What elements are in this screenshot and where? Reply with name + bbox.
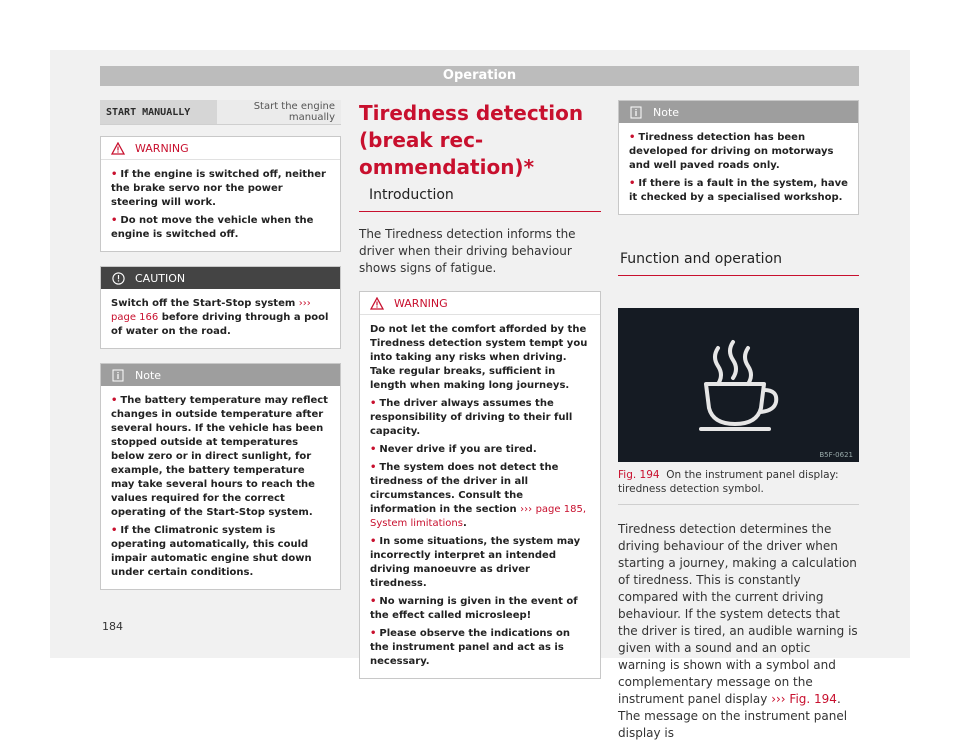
list-item-text: The system does not detect the tiredness of the driver in all circumstances. Consult the information in the section xyxy=(370,462,559,515)
page-link[interactable]: page 166 xyxy=(111,312,159,323)
page-link[interactable]: page 185, System limitations xyxy=(370,504,586,529)
intro-text: The Tiredness detection informs the driver when their driving behaviour shows signs of fatigue. xyxy=(359,227,576,275)
warning-triangle-icon xyxy=(370,296,384,310)
link-arrow-icon: ››› xyxy=(771,692,786,706)
page-number: 184 xyxy=(102,620,123,633)
warning-box xyxy=(100,136,341,252)
page-header: Operation xyxy=(100,66,859,86)
function-text-end: . The message on the instrument panel display is xyxy=(618,692,848,740)
link-arrow-icon: ››› xyxy=(298,298,311,309)
table-value: Start the engine manually xyxy=(217,100,341,124)
list-item-text: If the Climatronic system is operating automatically, this could impair automatic engine shut down under certain conditions. xyxy=(111,525,312,578)
warning-title: WARNING xyxy=(135,141,189,155)
list-item: • The system does not detect the tiredness of the driver in all circumstances. Consult the information in the section ››› page 185, System limitations. xyxy=(370,462,586,529)
caution-header xyxy=(101,267,340,289)
list-item-text: Tiredness detection has been developed for driving on motorways and well paved roads only. xyxy=(629,132,834,171)
warning-lead: Do not let the comfort afforded by the Tiredness detection system tempt you into taking any risks when driving. Take regular breaks, sufficient in length when making long journeys. xyxy=(370,324,588,391)
caution-text xyxy=(111,297,330,339)
warning-title: WARNING xyxy=(394,296,448,310)
section-title-line1: Tiredness detection (break rec- xyxy=(359,101,584,152)
subheading-function: Function and operation xyxy=(618,245,859,276)
section-title-line2: ommendation)* xyxy=(359,155,535,179)
list-item: • If the engine is switched off, neither the brake servo nor the power steering will work. xyxy=(111,169,326,208)
caution-box xyxy=(100,266,341,349)
warning-body xyxy=(101,160,340,251)
figure-label: Fig. 194 xyxy=(618,469,660,481)
subheading-introduction: Introduction xyxy=(359,181,601,212)
list-item: • If the Climatronic system is operating automatically, this could impair automatic engine shut down under certain conditions. xyxy=(111,525,312,578)
list-item-text: Never drive if you are tired. xyxy=(379,444,537,455)
warning-header xyxy=(360,292,600,315)
caution-text-start: Switch off the Start-Stop system xyxy=(111,298,296,309)
warning-header xyxy=(101,137,340,160)
list-item-text: In some situations, the system may incorrectly interpret an intended driving manoeuvre as driver tiredness. xyxy=(370,536,581,589)
coffee-cup-icon xyxy=(618,308,859,462)
table-key: START MANUALLY xyxy=(100,100,217,124)
caution-text-end: before driving through a pool of water on the road. xyxy=(111,312,329,337)
list-item-text: No warning is given in the event of the effect called microsleep! xyxy=(370,596,578,621)
list-item-text: Please observe the indications on the instrument panel and act as is necessary. xyxy=(370,628,570,667)
warning-triangle-icon xyxy=(111,141,125,155)
function-text xyxy=(618,521,859,742)
list-item: • Do not move the vehicle when the engine is switched off. xyxy=(111,215,314,240)
list-item-text: If there is a fault in the system, have it checked by a specialised workshop. xyxy=(629,178,848,203)
list-item-text: The battery temperature may reflect changes in outside temperature after several hours. If the vehicle has been stopped outside at temperatures below zero or in direct sunlight, for example, the battery temperature may take several hours to reach the values required for the correct operating of the Start-Stop system. xyxy=(111,395,328,518)
note-body xyxy=(619,123,858,214)
caution-body xyxy=(101,289,340,348)
list-item: • Never drive if you are tired. xyxy=(370,444,537,455)
note-body xyxy=(101,386,340,589)
note-title: Note xyxy=(653,105,680,119)
list-item: • Please observe the indications on the instrument panel and act as is necessary. xyxy=(370,628,570,667)
note-title: Note xyxy=(135,368,162,382)
warning-box xyxy=(359,291,601,679)
divider xyxy=(100,124,341,125)
figure-image xyxy=(618,308,859,462)
spacer xyxy=(618,290,859,308)
command-table xyxy=(100,100,341,124)
list-item: • If there is a fault in the system, have it checked by a specialised workshop. xyxy=(629,178,848,203)
list-item: • Tiredness detection has been developed for driving on motorways and well paved roads only. xyxy=(629,132,834,171)
column-2 xyxy=(359,100,601,679)
caution-title: CAUTION xyxy=(135,271,186,285)
column-3 xyxy=(618,100,859,742)
note-header xyxy=(619,101,858,123)
figure-link[interactable]: Fig. 194 xyxy=(789,692,837,706)
figure-caption-text: On the instrument panel display: tiredness detection symbol. xyxy=(618,469,839,495)
list-item: • No warning is given in the event of the effect called microsleep! xyxy=(370,596,578,621)
figure-caption xyxy=(618,462,859,505)
note-box xyxy=(618,100,859,215)
figure-code: B5F-0621 xyxy=(819,451,853,459)
link-arrow-icon: ››› xyxy=(520,504,533,515)
list-item: • In some situations, the system may incorrectly interpret an intended driving manoeuvre as driver tiredness. xyxy=(370,536,581,589)
note-box xyxy=(100,363,341,590)
note-info-icon xyxy=(629,105,643,119)
list-item-text: The driver always assumes the responsibility of driving to their full capacity. xyxy=(370,398,573,437)
list-item: • The driver always assumes the responsibility of driving to their full capacity. xyxy=(370,398,573,437)
list-item: • The battery temperature may reflect changes in outside temperature after several hours. If the vehicle has been stopped outside at temperatures below zero or in direct sunlight, for example, the battery temperature may take several hours to reach the values required for the correct operating of the Start-Stop system. xyxy=(111,395,328,518)
section-title xyxy=(359,100,601,181)
function-text-main: Tiredness detection determines the driving behaviour of the driver when starting a journey, making a calculation of tiredness. This is constantly compared with the current driving behaviour. If the system detects that the driver is tired, an audible warning is given with a sound and an optic warning is shown with a symbol and complementary message on the instrument panel display xyxy=(618,522,858,706)
warning-body xyxy=(360,315,600,678)
caution-circle-icon xyxy=(111,271,125,285)
note-header xyxy=(101,364,340,386)
note-info-icon xyxy=(111,368,125,382)
list-item-text: Do not move the vehicle when the engine is switched off. xyxy=(111,215,314,240)
list-item-text: If the engine is switched off, neither the brake servo nor the power steering will work. xyxy=(111,169,326,208)
table-row xyxy=(100,100,341,124)
column-1 xyxy=(100,100,341,590)
